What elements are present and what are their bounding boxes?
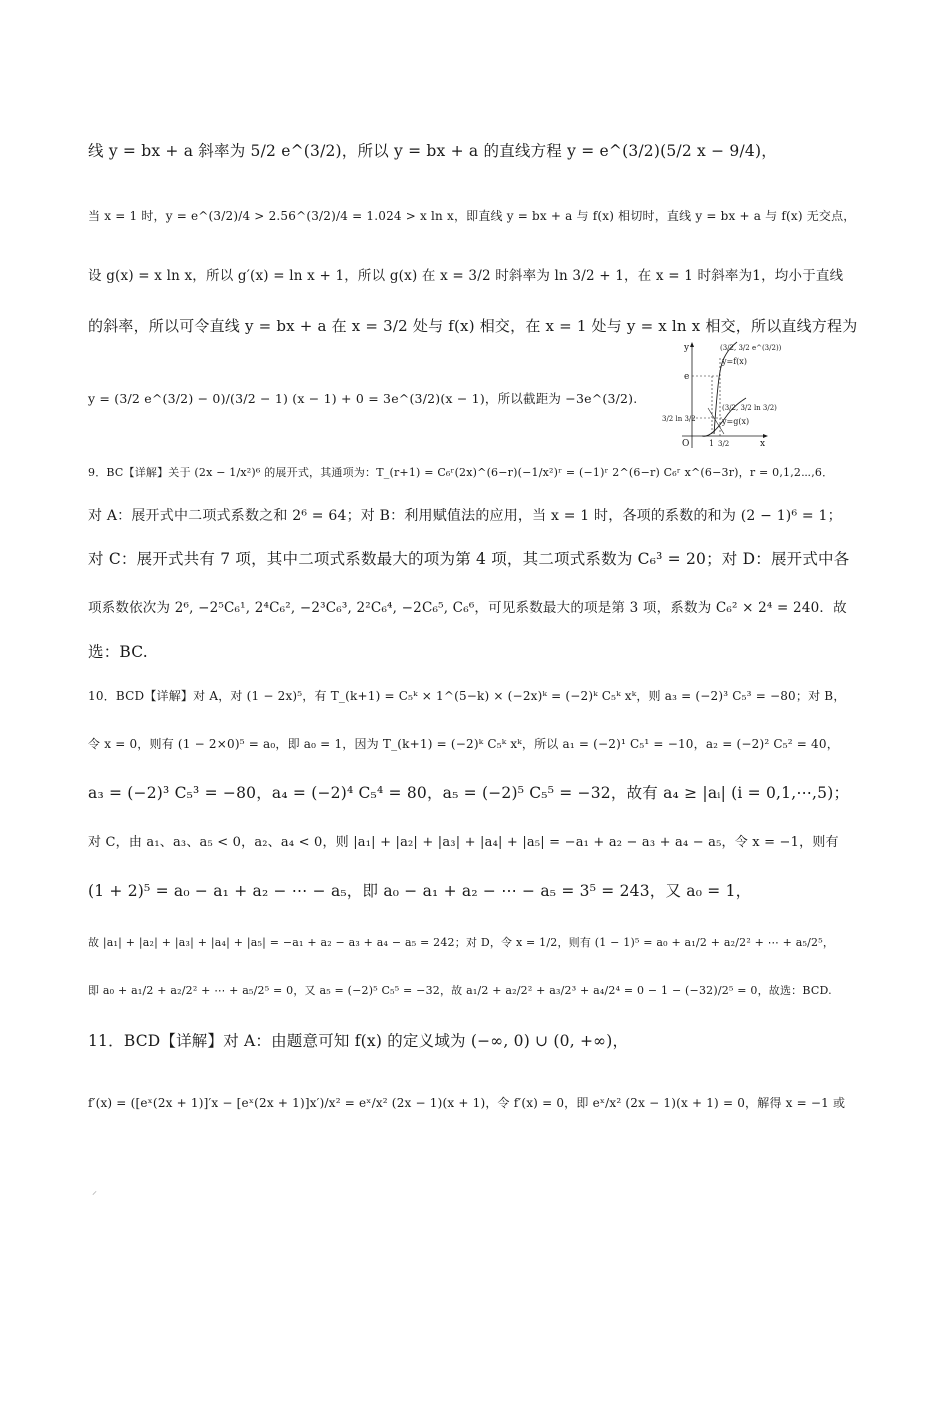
function-graph	[662, 338, 782, 458]
text-line-2: 当 x = 1 时，y = e^(3/2)/4 > 2.56^(3/2)/4 = 1.024 > x ln x，即直线 y = bx + a 与 f(x) 相切时，直线 y = bx + a 与 f(x) 无交点，	[88, 209, 856, 223]
graph-x-label: x	[760, 439, 766, 449]
graph-x-tick-2: 3/2	[718, 440, 730, 448]
graph-g-label: y=g(x)	[722, 417, 750, 426]
text-line-12: 令 x = 0，则有 (1 − 2×0)⁵ = a₀，即 a₀ = 1，因为 T_(k+1) = (−2)ᵏ C₅ᵏ xᵏ，所以 a₁ = (−2)¹ C₅¹ = −10，a₂ = (−2)² C₅² = 40，	[88, 737, 839, 751]
text-line-13: a₃ = (−2)³ C₅³ = −80，a₄ = (−2)⁴ C₅⁴ = 80，a₅ = (−2)⁵ C₅⁵ = −32，故有 a₄ ≥ |aᵢ| (i = 0,1,⋯,5)；	[88, 784, 850, 802]
text-line-6: 9．BC【详解】关于 (2x − 1/x²)⁶ 的展开式，其通项为：T_(r+1) = C₆ʳ(2x)^(6−r)(−1/x²)ʳ = (−1)ʳ 2^(6−r) C₆ʳ x^(6−3r)，r = 0,1,2⋯,6．	[88, 466, 834, 479]
text-line-1: 线 y = bx + a 斜率为 5/2 e^(3/2)，所以 y = bx + a 的直线方程 y = e^(3/2)(5/2 x − 9/4)，	[88, 142, 777, 160]
text-line-17: 即 a₀ + a₁/2 + a₂/2² + ⋯ + a₅/2⁵ = 0，又 a₅ = (−2)⁵ C₅⁵ = −32，故 a₁/2 + a₂/2² + a₃/2³ + a₄/2⁴ = 0 − 1 − (−32)/2⁵ = 0，故选：BCD.	[88, 984, 832, 997]
graph-e-label: e	[684, 372, 690, 382]
graph-y-label: y	[684, 343, 690, 353]
text-line-14: 对 C，由 a₁、a₃、a₅ < 0，a₂、a₄ < 0，则 |a₁| + |a₂| + |a₃| + |a₄| + |a₅| = −a₁ + a₂ − a₃ + a₄ − a₅，令 x = −1，则有	[88, 835, 839, 850]
text-line-3: 设 g(x) = x ln x，所以 g′(x) = ln x + 1，所以 g(x) 在 x = 3/2 时斜率为 ln 3/2 + 1，在 x = 1 时斜率为1，均小于直线	[88, 268, 844, 284]
text-line-11: 10．BCD【详解】对 A，对 (1 − 2x)⁵，有 T_(k+1) = C₅ᵏ × 1^(5−k) × (−2x)ᵏ = (−2)ᵏ C₅ᵏ xᵏ，则 a₃ = (−2)³ C₅³ = −80；对 B，	[88, 689, 846, 703]
text-line-10: 选：BC.	[88, 643, 148, 661]
text-line-16: 故 |a₁| + |a₂| + |a₃| + |a₄| + |a₅| = −a₁ + a₂ − a₃ + a₄ − a₅ = 242；对 D，令 x = 1/2，则有 (1 − 1)⁵ = a₀ + a₁/2 + a₂/2² + ⋯ + a₅/2⁵，	[88, 936, 835, 949]
text-line-8: 对 C：展开式共有 7 项，其中二项式系数最大的项为第 4 项，其二项式系数为 C₆³ = 20；对 D：展开式中各	[88, 550, 850, 568]
graph-point-bottom: (3/2, 3/2 ln 3/2)	[722, 404, 777, 412]
text-line-5: y = (3/2 e^(3/2) − 0)/(3/2 − 1) (x − 1) + 0 = 3e^(3/2)(x − 1)，所以截距为 −3e^(3/2).	[88, 391, 638, 406]
text-line-9: 项系数依次为 2⁶, −2⁵C₆¹, 2⁴C₆², −2³C₆³, 2²C₆⁴, −2C₆⁵, C₆⁶，可见系数最大的项是第 3 项，系数为 C₆² × 2⁴ = 240．故	[88, 600, 847, 616]
graph-point-top: (3/2, 3/2 e^(3/2))	[720, 344, 782, 352]
footer-mark: ⸝	[92, 1186, 97, 1197]
graph-left-tick: 3/2 ln 3/2	[662, 415, 696, 423]
text-line-19: f′(x) = ([eˣ(2x + 1)]′x − [eˣ(2x + 1)]x′)/x² = eˣ/x² (2x − 1)(x + 1)，令 f′(x) = 0，即 eˣ/x² (2x − 1)(x + 1) = 0，解得 x = −1 或	[88, 1096, 846, 1110]
graph-origin-label: O	[682, 439, 690, 449]
text-line-15: (1 + 2)⁵ = a₀ − a₁ + a₂ − ⋯ − a₅，即 a₀ − a₁ + a₂ − ⋯ − a₅ = 3⁵ = 243，又 a₀ = 1，	[88, 882, 752, 900]
text-line-4: 的斜率，所以可令直线 y = bx + a 在 x = 3/2 处与 f(x) 相交，在 x = 1 处与 y = x ln x 相交，所以直线方程为	[88, 317, 858, 335]
text-line-18: 11．BCD【详解】对 A：由题意可知 f(x) 的定义域为 (−∞, 0) ∪ (0, +∞)，	[88, 1032, 629, 1050]
graph-f-label: y=f(x)	[722, 357, 747, 366]
text-line-7: 对 A：展开式中二项式系数之和 2⁶ = 64；对 B：利用赋值法的应用，当 x = 1 时，各项的系数的和为 (2 − 1)⁶ = 1；	[88, 508, 842, 524]
graph-x-tick-1: 1	[709, 439, 715, 448]
